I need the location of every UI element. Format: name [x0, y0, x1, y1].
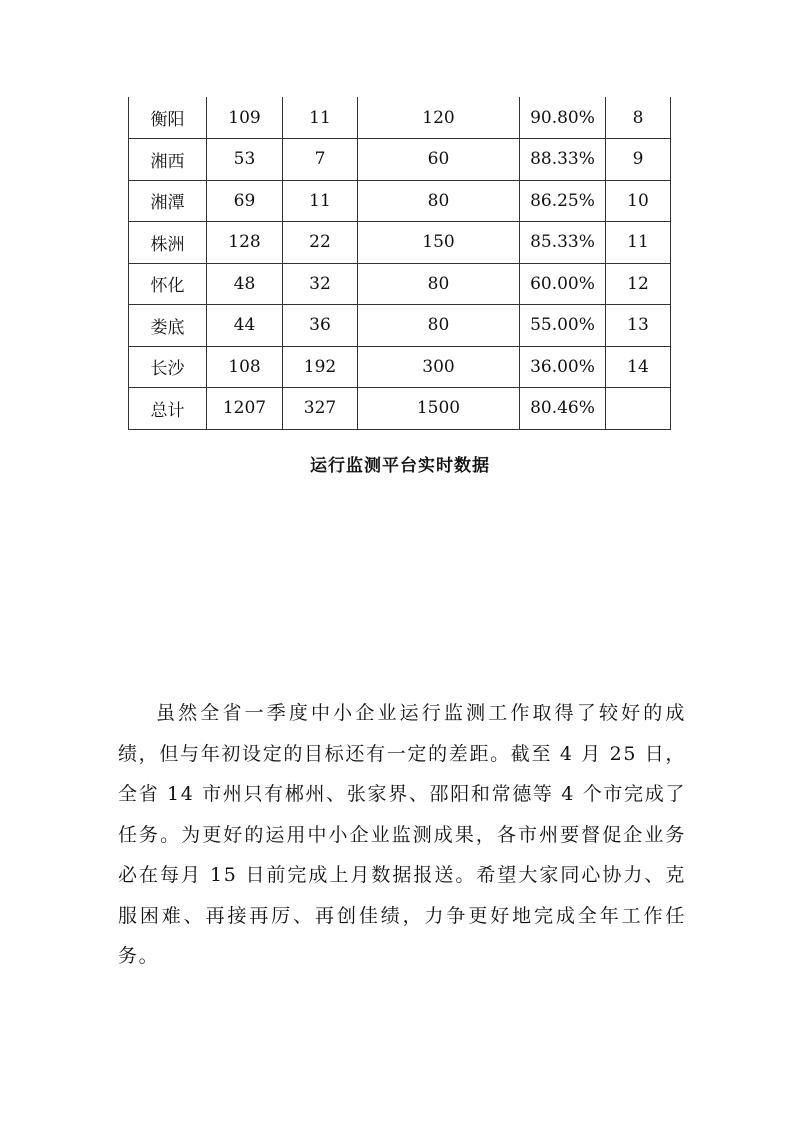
table-cell-region: 株洲: [129, 222, 207, 264]
table-cell: 1500: [358, 388, 520, 430]
table-cell: 192: [283, 346, 358, 388]
table-row: [129, 139, 671, 181]
table-cell: 44: [207, 305, 283, 347]
table-cell: 7: [283, 139, 358, 181]
table-cell-rate: 80.46%: [520, 388, 606, 430]
table-cell-rank: [606, 388, 671, 430]
table-cell-rank: 10: [606, 180, 671, 222]
body-paragraph: 虽然全省一季度中小企业运行监测工作取得了较好的成绩，但与年初设定的目标还有一定的差距。截至 4 月 25 日，全省 14 市州只有郴州、张家界、邵阳和常德等 4 个市完成了任务。为更好的运用中小企业监测成果，各市州要督促企业务必在每月 15 日前完成上月数据报送。希望大家同心协力、克服困难、再接再厉、再创佳绩，力争更好地完成全年工作任务。: [118, 702, 686, 967]
table-cell-rate: 85.33%: [520, 222, 606, 264]
table-cell: 128: [207, 222, 283, 264]
table-cell: 60: [358, 139, 520, 181]
table-cell-region: 娄底: [129, 305, 207, 347]
table-cell-rank: 8: [606, 97, 671, 139]
table-cell: 69: [207, 180, 283, 222]
table-cell: 53: [207, 139, 283, 181]
table-body: [129, 97, 671, 429]
table-cell-region: 长沙: [129, 346, 207, 388]
table-cell: 11: [283, 97, 358, 139]
table-cell: 80: [358, 305, 520, 347]
table-cell: 150: [358, 222, 520, 264]
table-cell: 327: [283, 388, 358, 430]
table-cell-rate: 36.00%: [520, 346, 606, 388]
table-cell-rank: 13: [606, 305, 671, 347]
table-row: [129, 346, 671, 388]
monitoring-data-table: [128, 97, 671, 430]
table-cell-rank: 11: [606, 222, 671, 264]
table-row-total: [129, 388, 671, 430]
table-cell-rank: 9: [606, 139, 671, 181]
table-cell: 1207: [207, 388, 283, 430]
table-cell: 80: [358, 263, 520, 305]
table-cell: 300: [358, 346, 520, 388]
table-cell: 48: [207, 263, 283, 305]
table-cell-rate: 88.33%: [520, 139, 606, 181]
table-cell-rank: 14: [606, 346, 671, 388]
table-caption: 运行监测平台实时数据: [310, 456, 490, 476]
table-cell-rate: 60.00%: [520, 263, 606, 305]
table-cell: 11: [283, 180, 358, 222]
table-cell: 120: [358, 97, 520, 139]
table-cell-region: 衡阳: [129, 97, 207, 139]
table-cell: 108: [207, 346, 283, 388]
table-cell-region: 总计: [129, 388, 207, 430]
table-cell-region: 湘西: [129, 139, 207, 181]
table-cell-region: 湘潭: [129, 180, 207, 222]
table-cell: 109: [207, 97, 283, 139]
table-cell-rate: 90.80%: [520, 97, 606, 139]
table-cell-rank: 12: [606, 263, 671, 305]
table-cell: 36: [283, 305, 358, 347]
table-cell-region: 怀化: [129, 263, 207, 305]
table-row: [129, 180, 671, 222]
table-cell-rate: 86.25%: [520, 180, 606, 222]
table-row: [129, 222, 671, 264]
table-cell: 22: [283, 222, 358, 264]
table-cell-rate: 55.00%: [520, 305, 606, 347]
table-row: [129, 305, 671, 347]
table-row: [129, 97, 671, 139]
table-row: [129, 263, 671, 305]
table-cell: 80: [358, 180, 520, 222]
table-cell: 32: [283, 263, 358, 305]
